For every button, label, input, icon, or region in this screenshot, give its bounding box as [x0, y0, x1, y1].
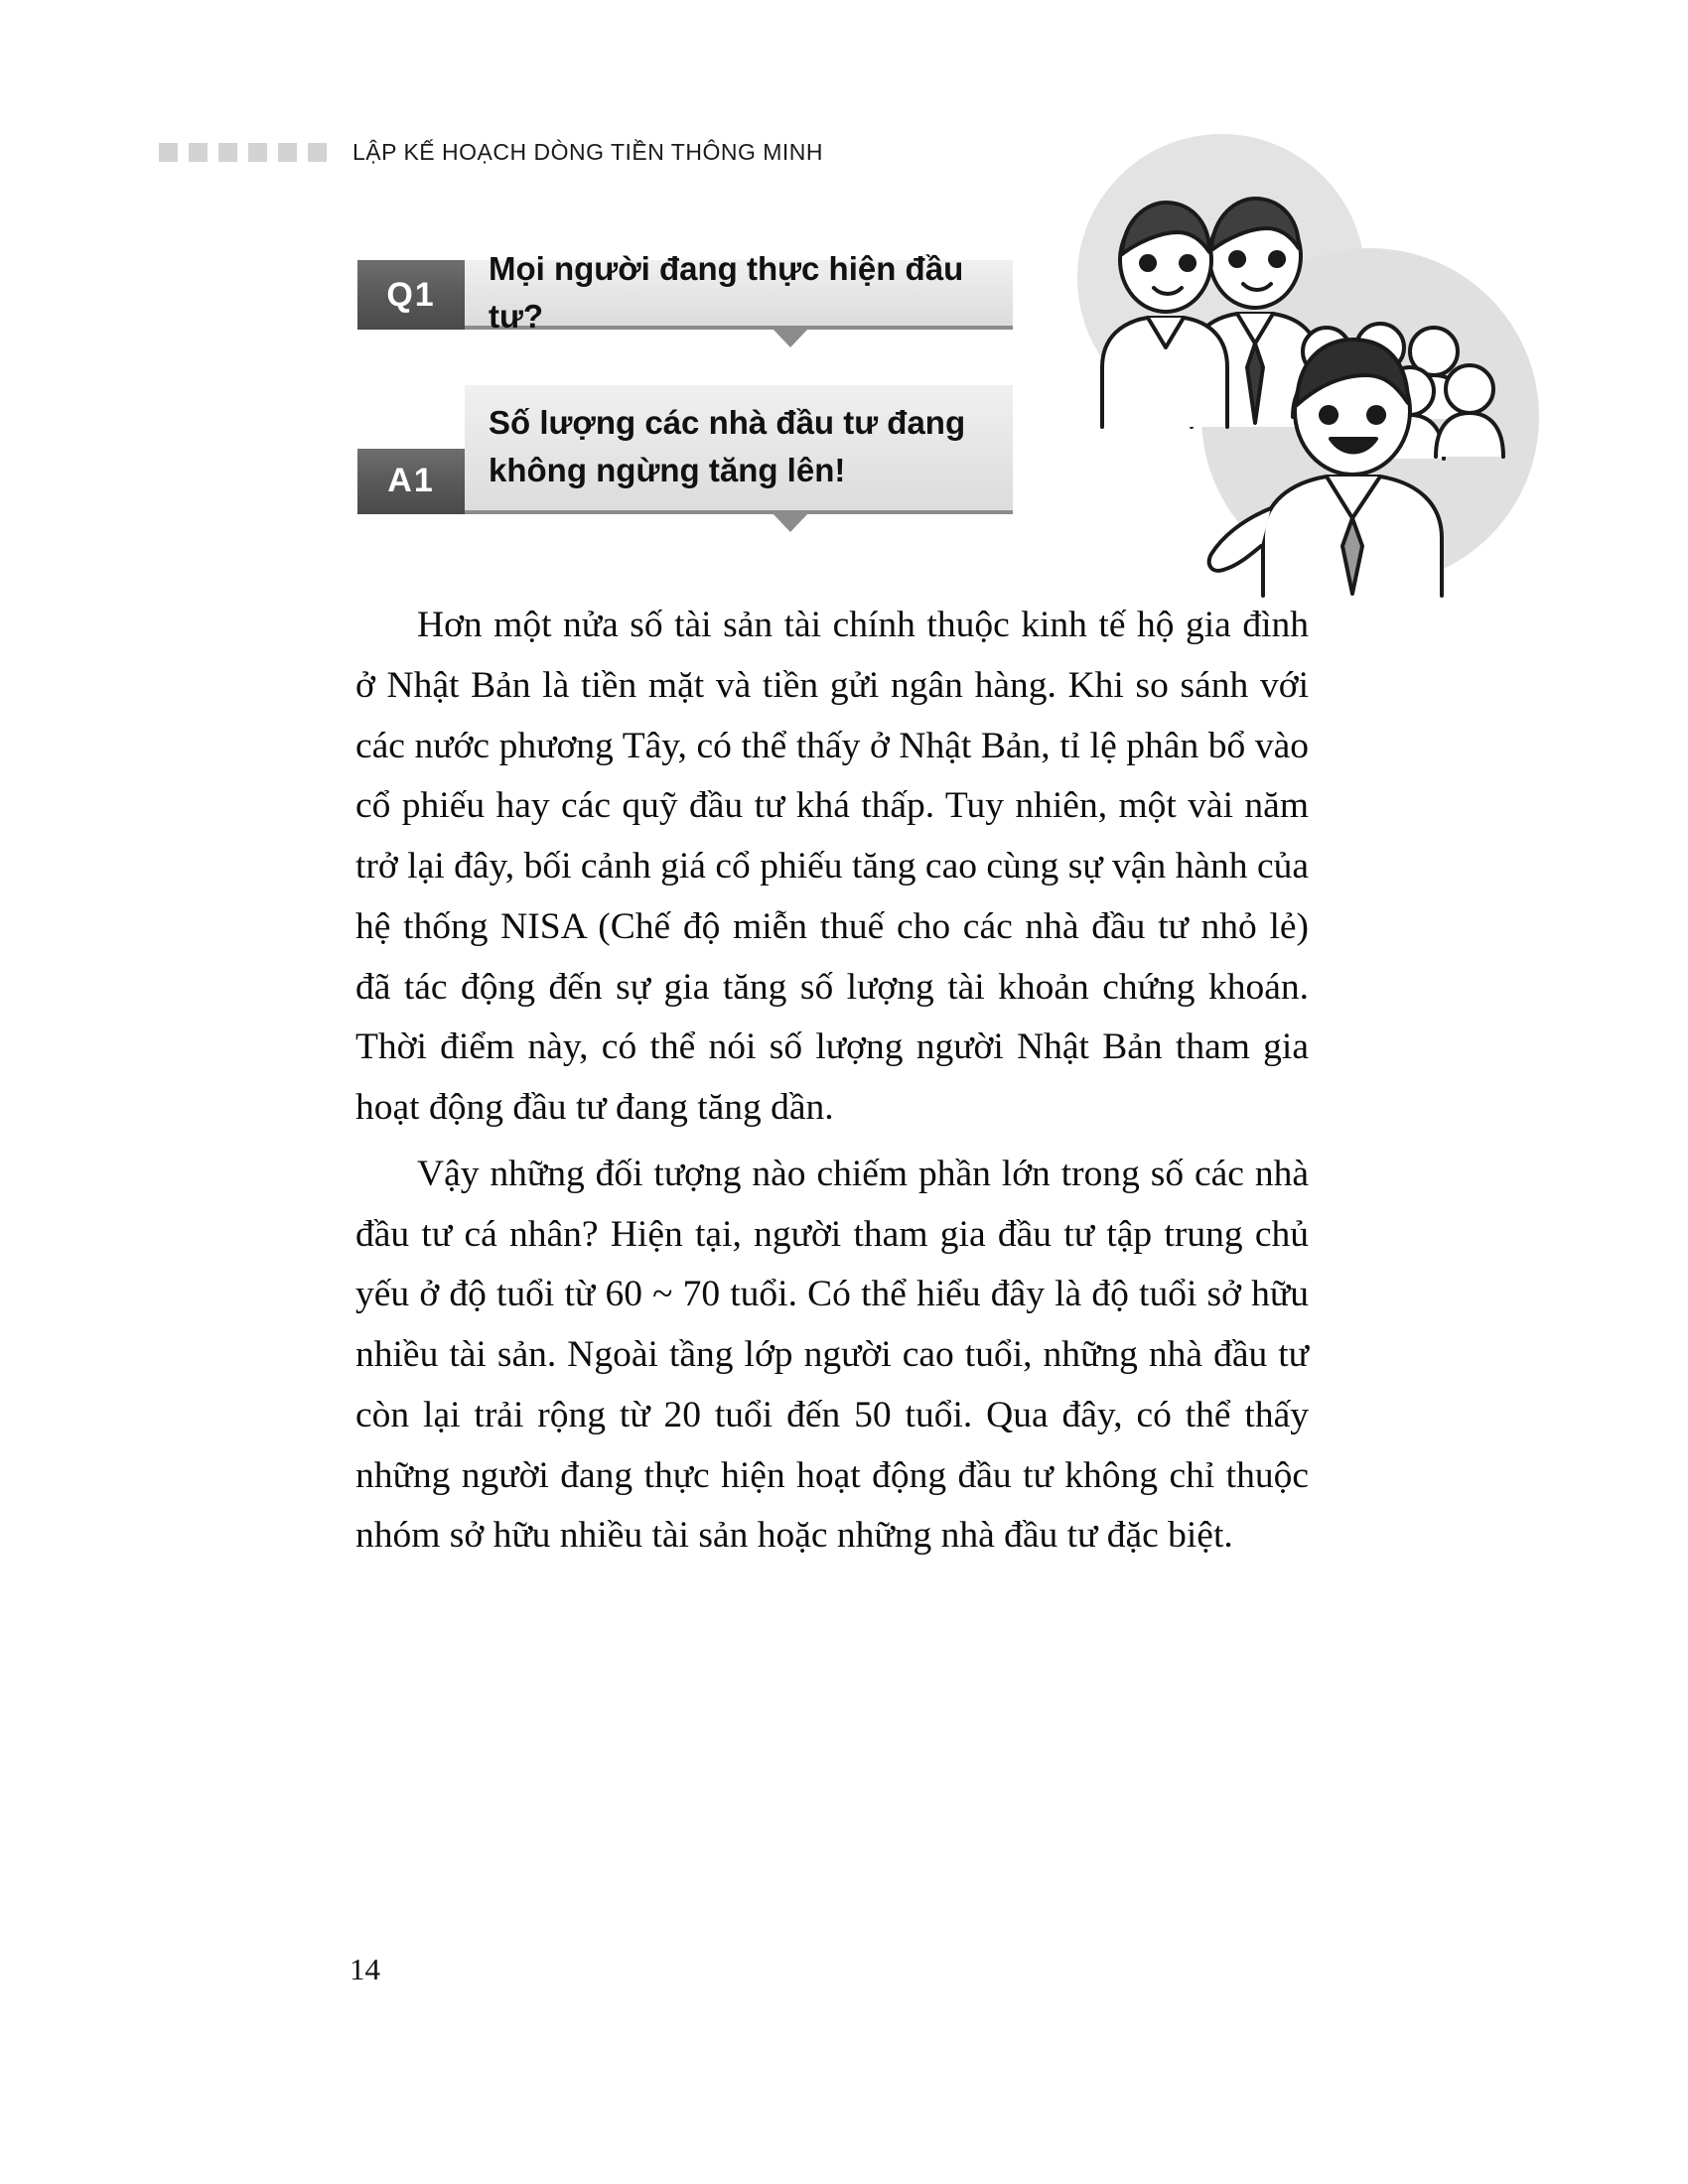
header-square-icon: [159, 143, 178, 162]
header-square-decoration: [159, 143, 327, 162]
answer-text-line-1: Số lượng các nhà đầu tư đang: [489, 404, 966, 441]
businessman-and-crowd-illustration: [1043, 129, 1559, 615]
header-square-icon: [308, 143, 327, 162]
body-text: [355, 596, 1309, 1567]
qa-block-group: [357, 250, 1013, 570]
page-number: 14: [350, 1952, 380, 1986]
header-square-icon: [248, 143, 267, 162]
answer-text-line-2: không ngừng tăng lên!: [489, 451, 846, 488]
answer-tag: A1: [357, 449, 465, 514]
question-text: Mọi người đang thực hiện đầu tư?: [465, 260, 1013, 330]
paragraph: Vậy những đối tượng nào chiếm phần lớn trong số các nhà đầu tư cá nhân? Hiện tại, người tham gia đầu tư tập trung chủ yếu ở độ tuổi từ 60 ~ 70 tuổi. Có thể hiểu đây là độ tuổi sở hữu nhiều tài sản. Ngoài tầng lớp người cao tuổi, những nhà đầu tư còn lại trải rộng từ 20 tuổi đến 50 tuổi. Qua đây, có thể thấy những người đang thực hiện hoạt động đầu tư không chỉ thuộc nhóm sở hữu nhiều tài sản hoặc những nhà đầu tư đặc biệt.: [355, 1153, 1309, 1557]
question-tag: Q1: [357, 260, 465, 330]
qa-question-row: [357, 250, 1013, 335]
header-square-icon: [189, 143, 208, 162]
header-title: LẬP KẾ HOẠCH DÒNG TIỀN THÔNG MINH: [352, 139, 824, 165]
header-square-icon: [278, 143, 297, 162]
answer-text: [465, 385, 1013, 514]
paragraph: Hơn một nửa số tài sản tài chính thuộc kinh tế hộ gia đình ở Nhật Bản là tiền mặt và tiền gửi ngân hàng. Khi so sánh với các nước phương Tây, có thể thấy ở Nhật Bản, tỉ lệ phân bổ vào cổ phiếu hay các quỹ đầu tư khá thấp. Tuy nhiên, một vài năm trở lại đây, bối cảnh giá cổ phiếu tăng cao cùng sự vận hành của hệ thống NISA (Chế độ miễn thuế cho các nhà đầu tư nhỏ lẻ) đã tác động đến sự gia tăng số lượng tài khoản chứng khoán. Thời điểm này, có thể nói số lượng người Nhật Bản tham gia hoạt động đầu tư đang tăng dần.: [355, 605, 1309, 1128]
running-header: [159, 139, 823, 166]
qa-answer-row: [357, 385, 1013, 514]
header-square-icon: [218, 143, 237, 162]
